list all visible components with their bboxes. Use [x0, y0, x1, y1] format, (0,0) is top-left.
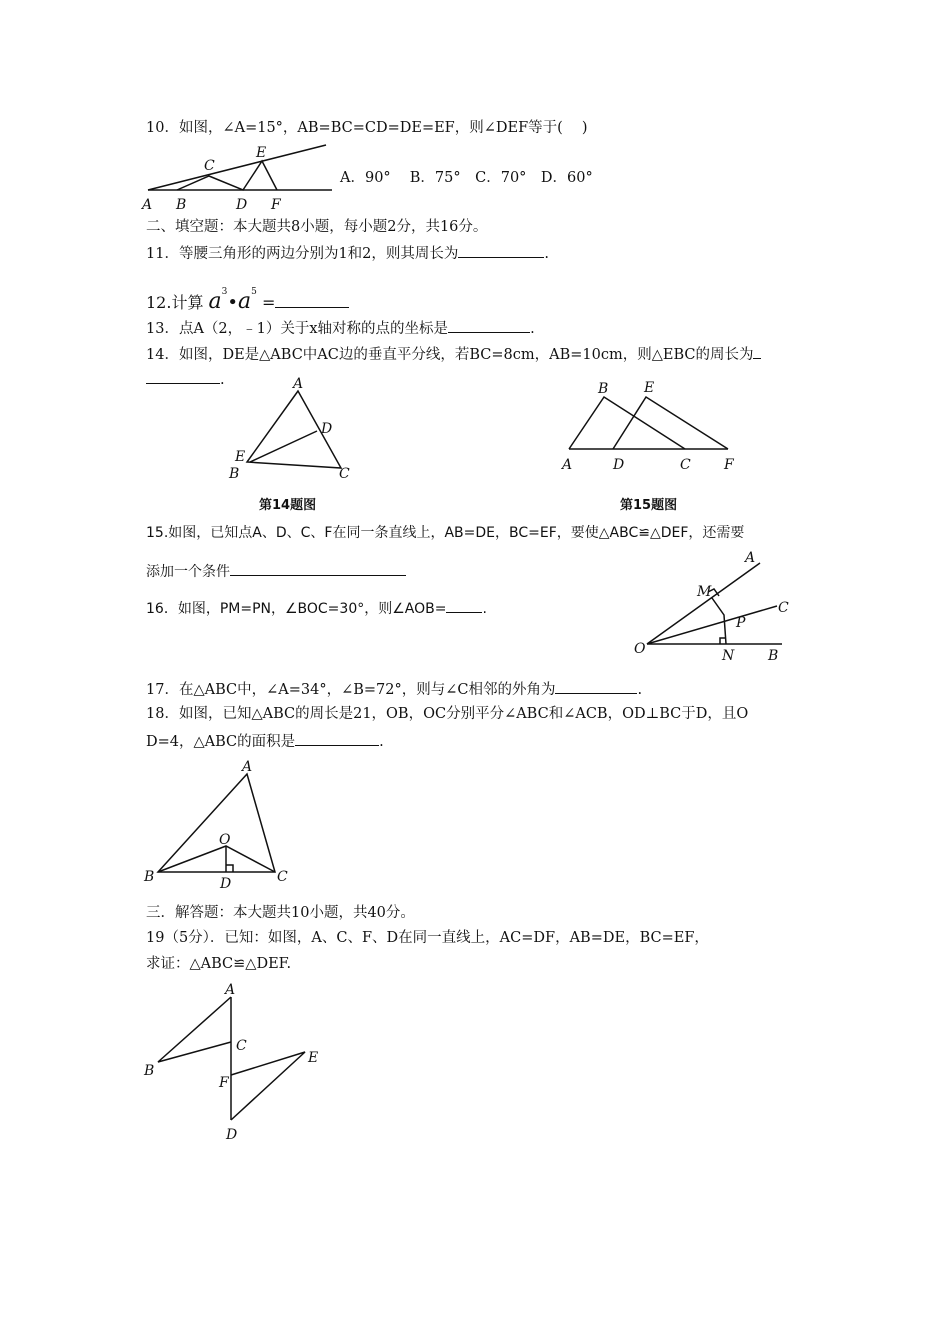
q12-exp1: 3	[221, 287, 228, 297]
q15-label-e: E	[644, 380, 655, 396]
q18-line1: 18．如图，已知△ABC的周长是21，OB，OC分别平分∠ABC和∠ACB，OD⊥BC于D，且O	[146, 706, 749, 722]
section3-heading: 三．解答题：本大题共10小题，共40分。	[146, 905, 415, 921]
q15-label-b: B	[598, 381, 609, 397]
q14-figure	[228, 372, 368, 482]
q14-label-a: A	[293, 376, 304, 392]
q18-line2: D=4，△ABC的面积是 .	[146, 731, 384, 751]
q16-label-n: N	[722, 648, 735, 664]
q19-label-c: C	[236, 1038, 247, 1054]
q15-label-c: C	[680, 457, 691, 473]
q15-line2: 添加一个条件	[146, 561, 406, 581]
q13-answer-blank[interactable]	[448, 318, 530, 333]
q10-text: 10．如图，∠A=15°，AB=BC=CD=DE=EF，则∠DEF等于( )	[146, 120, 588, 136]
q13-line: 13．点A（2，﹣1）关于x轴对称的点的坐标是 .	[146, 318, 535, 338]
q15-label-a: A	[562, 457, 573, 473]
q14-answer-blank[interactable]	[146, 369, 220, 384]
q12-base2: a	[238, 289, 252, 314]
q14-line	[146, 344, 761, 364]
q15-figure	[558, 376, 748, 476]
q16-label-b: B	[768, 648, 779, 664]
q11-text: 11．等腰三角形的两边分别为1和2，则其周长为	[146, 246, 459, 262]
q15-label-d: D	[613, 457, 625, 473]
q18-label-d: D	[220, 876, 232, 892]
q18-label-b: B	[144, 869, 155, 885]
q16-label-m: M	[697, 584, 712, 600]
q18-label-a: A	[242, 759, 253, 775]
q11-answer-blank[interactable]	[458, 243, 544, 258]
q16-label-o: O	[634, 641, 646, 657]
q11-line: 11．等腰三角形的两边分别为1和2，则其周长为 .	[146, 243, 549, 263]
q19-label-d: D	[226, 1127, 238, 1143]
q10-figure	[142, 142, 342, 212]
q16-label-c: C	[778, 600, 789, 616]
q19-line2: 求证：△ABC≌△DEF.	[146, 956, 292, 972]
q16-line: 16．如图，PM=PN，∠BOC=30°，则∠AOB= .	[146, 598, 487, 618]
q10-choices: A．90° B．75° C．70° D．60°	[340, 170, 593, 186]
q10-label-b: B	[176, 197, 187, 213]
q18-answer-blank[interactable]	[295, 731, 379, 746]
q14-answer-line: .	[146, 369, 225, 389]
q14-label-d: D	[321, 421, 333, 437]
section2-heading: 二、填空题：本大题共8小题，每小题2分，共16分。	[146, 219, 488, 235]
q19-label-b: B	[144, 1063, 155, 1079]
q10-label-d: D	[236, 197, 248, 213]
q19-figure	[140, 980, 340, 1150]
q12-answer-blank[interactable]	[275, 291, 349, 308]
q12-exp2: 5	[251, 287, 257, 297]
q18-label-c: C	[277, 869, 288, 885]
q19-label-f: F	[219, 1075, 229, 1091]
q10-label-c: C	[204, 158, 215, 174]
q14-text: 14．如图，DE是△ABC中AC边的垂直平分线，若BC=8cm，AB=10cm，则△EBC的周长为	[146, 347, 754, 363]
q18-label-o: O	[219, 832, 231, 848]
q19-label-e: E	[308, 1050, 319, 1066]
q15-line1: 15.如图，已知点A、D、C、F在同一条直线上，AB=DE，BC=EF，要使△ABC≌△DEF，还需要	[146, 525, 745, 541]
q17-answer-blank[interactable]	[555, 679, 637, 694]
q14-label-c: C	[339, 466, 350, 482]
q12-line: 12.计算 $a^3•a^5$ =	[146, 280, 349, 315]
q12-prefix: 12.计算	[146, 293, 204, 312]
q12-base1: a	[208, 289, 222, 314]
q15-label-f: F	[724, 457, 734, 473]
q10-label-a: A	[142, 197, 153, 213]
q16-answer-blank[interactable]	[446, 598, 482, 613]
q17-text: 17．在△ABC中，∠A=34°，∠B=72°，则与∠C相邻的外角为	[146, 682, 556, 698]
q13-text: 13．点A（2，﹣1）关于x轴对称的点的坐标是	[146, 321, 449, 337]
q16-label-a: A	[745, 550, 756, 566]
q17-line: 17．在△ABC中，∠A=34°，∠B=72°，则与∠C相邻的外角为 .	[146, 679, 642, 699]
q10-label-f: F	[271, 197, 281, 213]
q19-line1: 19（5分）．已知：如图，A、C、F、D在同一直线上，AC=DF，AB=DE，BC=EF，	[146, 930, 709, 946]
q16-label-p: P	[736, 615, 746, 631]
q15-caption: 第15题图	[620, 498, 678, 513]
q16-figure	[632, 548, 802, 663]
q14-label-b: B	[229, 466, 240, 482]
q19-label-a: A	[225, 982, 236, 998]
q10-label-e: E	[256, 145, 267, 161]
q15-answer-blank[interactable]	[230, 561, 406, 576]
q14-caption: 第14题图	[259, 498, 317, 513]
q14-label-e: E	[235, 449, 246, 465]
q16-text: 16．如图，PM=PN，∠BOC=30°，则∠AOB=	[146, 601, 447, 617]
q18-figure	[140, 757, 300, 892]
